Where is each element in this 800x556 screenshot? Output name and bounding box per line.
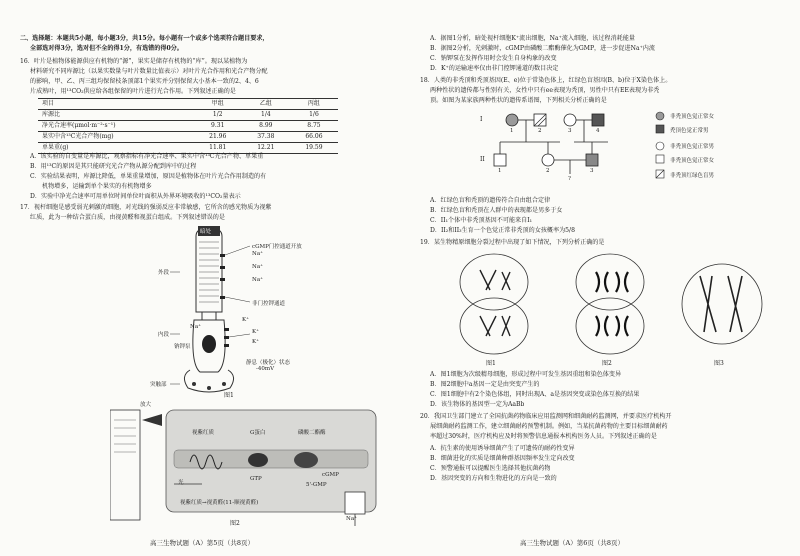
k-label: K⁺ — [252, 339, 260, 345]
table-header-row — [38, 99, 338, 110]
small-rod-cell — [110, 410, 140, 520]
inner-segment-label: 内段 — [158, 332, 170, 338]
table-cell: 库源比 — [38, 110, 194, 121]
q16-option-a: A．该实验的自变量是库源比，观察指标有净光合速率、果实中含¹³C光合产物、单果重 — [30, 153, 264, 160]
footer-left: 高三生物试题（A）第5页（共8页） — [150, 539, 254, 547]
g-protein-label: G蛋白 — [250, 430, 266, 436]
cell-figure-caption: 图1 — [486, 360, 496, 367]
q19-option-b: B．图2细胞中a基因一定是由突变产生的 — [430, 381, 540, 388]
q20-option-c: C．预警通报可以提醒医生选择其他抗菌药物 — [430, 465, 551, 472]
cell-division-diagram — [450, 250, 770, 368]
q16-option-b: B．用¹³C的原因是其只能研究光合产物从源分配到库中的过程 — [30, 163, 197, 170]
membrane-potential-label: -40mV — [256, 366, 275, 372]
right-column — [420, 0, 790, 556]
table-cell: 净光合速率(μmol·m⁻²·s⁻¹) — [38, 121, 194, 132]
rhodopsin-label: 视紫红质 — [192, 430, 215, 436]
pedigree-male-I4 — [592, 114, 604, 126]
synapse-label: 突触部 — [150, 382, 167, 388]
table-header: 乙组 — [242, 99, 290, 110]
generation-II-label: II — [480, 156, 485, 163]
k-label: K⁺ — [252, 329, 260, 335]
light-label: 光 — [178, 480, 184, 486]
table-cell: 1/4 — [242, 110, 290, 121]
generation-I-label: I — [480, 116, 483, 123]
gtp-label: GTP — [250, 476, 262, 482]
table-cell: 11.81 — [194, 143, 242, 154]
table-cell: 1/6 — [290, 110, 338, 121]
figure-1-caption: 图1 — [224, 392, 234, 399]
na-label: Na⁺ — [346, 516, 357, 522]
q16-option-d: D．实验中净光合速率可用单位时间单位叶面积从外界环境吸收的¹³CO₂量表示 — [30, 193, 241, 200]
q20-line: 展细菌耐药监测工作，建立细菌耐药预警机制。例如，当某抗菌药物的主要目标细菌耐药 — [430, 423, 668, 430]
q20-line: 20．我国卫生部门建立了全国抗菌药物临床应用监测网和细菌耐药监测网，并要求医疗机构开 — [420, 413, 672, 420]
q19-line: 19．某生物精原细胞分裂过程中出现了如下情况，下列分析正确的是 — [420, 239, 605, 246]
cell-figures — [450, 250, 770, 368]
table-cell: 1/2 — [194, 110, 242, 121]
retinal-label: 视紫红质→视黄醛(11-顺视黄醛) — [180, 500, 259, 506]
footer-right: 高三生物试题（A）第6页（共8页） — [520, 539, 624, 547]
cell-figure-1 — [460, 254, 528, 354]
table-header: 丙组 — [290, 99, 338, 110]
q20-option-d: D．基因突变的方向和生物进化的方向是一致的 — [430, 475, 557, 482]
figure-2-caption: 图2 — [230, 520, 240, 527]
q18-line: 顶。如图为某家族两种性状的遗传系谱图，下列相关分析正确的是 — [430, 97, 607, 104]
table-cell: 8.99 — [242, 121, 290, 132]
q19-option-a: A．图1细胞为次级精母细胞，形成过程中可发生基因重组和染色体变异 — [430, 371, 622, 378]
table-header: 甲组 — [194, 99, 242, 110]
cell-figure-caption: 图3 — [714, 360, 724, 367]
pedigree-female-II2 — [542, 154, 554, 166]
pump-label: 钠钾泵 — [174, 344, 191, 350]
pedigree-unknown: ? — [568, 176, 571, 182]
figure-1 — [150, 224, 380, 398]
resting-state-label: 静息（极化）状态 — [246, 360, 291, 366]
q18-option-d: D．II₂和II₃生育一个色觉正常非秃顶的女孩概率为5/8 — [430, 227, 575, 234]
cell-figure-2 — [576, 254, 644, 354]
q18-line: 18．人类的非秃顶和秃顶基因(E、e)位于常染色体上，红绿色盲基因(B、b)位于X染色体上。 — [420, 77, 672, 84]
pedigree-female-I1 — [506, 114, 518, 126]
figure-2 — [110, 400, 380, 530]
table-cell: 8.75 — [290, 121, 338, 132]
pedigree-chart — [480, 108, 780, 192]
na-label: Na⁺ — [252, 251, 263, 257]
table-cell: 9.31 — [194, 121, 242, 132]
pedigree-number: 2 — [538, 128, 542, 134]
outer-segment-label: 外段 — [158, 270, 170, 276]
table-row — [38, 132, 338, 143]
pedigree-female-I3 — [564, 114, 576, 126]
table-header: 项目 — [38, 99, 194, 110]
nucleus — [202, 335, 216, 353]
pedigree-number: 3 — [568, 128, 572, 134]
table-cell: 果实中含¹³C光合产物(mg) — [38, 132, 194, 143]
legend-item: 非秃顶色觉正常女 — [670, 158, 715, 164]
pedigree-number: 1 — [510, 128, 514, 134]
cgmp-label: cGMP — [322, 472, 339, 478]
q19-option-c: C．图1细胞中有2个染色体组，同时出现A、a是基因突变或染色体互换的结果 — [430, 391, 640, 398]
table-cell: 37.38 — [242, 132, 290, 143]
q17-option-b: B．据图2分析，光刺激时，cGMP由磷酸二酯酶催化为GMP，进一步促进Na⁺内流 — [430, 45, 655, 52]
pde-mark — [294, 452, 318, 468]
zoom-label: 放大 — [140, 402, 152, 408]
q17-line: 红质，此为一种结合蛋白质，由视黄醛和视蛋白组成。下列叙述错误的是 — [30, 214, 225, 221]
q17-option-d: D．K⁺的运输速率仅由非门控钾通道的数目决定 — [430, 65, 559, 72]
q16-line: 材料研究不同库源比（以果实数量与叶片数量比值表示）对叶片光合作用和光合产物分配 — [30, 68, 268, 75]
left-column — [20, 0, 390, 556]
outer-segment — [196, 228, 222, 312]
q18-option-a: A．红绿色盲和秃顶的遗传符合自由组合定律 — [430, 197, 551, 204]
dark-label: 暗处 — [200, 229, 212, 235]
pedigree-figure — [480, 108, 780, 192]
table-row — [38, 110, 338, 121]
pedigree-legend — [656, 112, 664, 178]
disc-stack — [199, 242, 219, 302]
q18-option-c: C．II₁个体中非秃顶基因不可能来自I₁ — [430, 217, 533, 224]
pedigree-male-II1 — [494, 154, 506, 166]
phototransduction-diagram — [110, 400, 380, 530]
legend-item: 秃顶色觉正常男 — [670, 128, 709, 134]
table-cell: 12.21 — [242, 143, 290, 154]
zoom-arrow — [142, 414, 162, 426]
na-label: Na⁺ — [190, 324, 201, 330]
nonchannel-label: 非门控钾通道 — [252, 301, 286, 307]
disc-membrane — [174, 450, 368, 468]
q20-line: 率超过30%时，医疗机构应及时将预警信息通报本机构医务人员。下列叙述正确的是 — [430, 433, 657, 440]
pedigree-number: 3 — [590, 168, 594, 174]
q19-option-d: D．该生物体的基因型一定为AaBb — [430, 401, 525, 408]
table-cell: 单果重(g) — [38, 143, 194, 154]
q18-option-b: B．红绿色盲和秃顶在人群中的表现都是男多于女 — [430, 207, 563, 214]
pump-marks — [224, 328, 229, 347]
q18-line: 两种性状的遗传都与性别有关，女性中只有ee表现为秃顶，男性中只有EE表现为非秃 — [430, 87, 660, 94]
q20-option-b: B．细菌进化的实质是细菌种群基因频率发生定向改变 — [430, 455, 575, 462]
q16-option-c-cont: 机物增多，运输到单个果实的有机物增多 — [42, 183, 152, 190]
table-cell: 19.59 — [290, 143, 338, 154]
k-label: K⁺ — [242, 317, 250, 323]
cell-figure-3 — [682, 264, 762, 344]
q16-option-c: C．实验结果表明，库源比降低，单果重量增加，原因是植物体在叶片光合作用制造的有 — [30, 173, 267, 180]
legend-item: 非秃顶色觉正常男 — [670, 144, 715, 150]
na-label: Na⁺ — [252, 277, 263, 283]
q17-option-a: A．据图1分析，暗处视杆细胞K⁺流出细胞，Na⁺流入细胞，该过程消耗能量 — [430, 35, 635, 42]
section-title: 二、选择题：本题共5小题，每小题3分，共15分。每小题有一个或多个选项符合题目要求， — [20, 35, 269, 42]
legend-item: 非秃顶色觉正常女 — [670, 114, 715, 120]
table-cell: 66.06 — [290, 132, 338, 143]
g-protein-mark — [248, 453, 268, 467]
table-cell: 21.96 — [194, 132, 242, 143]
cilium — [202, 312, 216, 320]
cgmp-channel-label: cGMP门控通道开放 — [252, 244, 302, 250]
na-label: Na⁺ — [252, 264, 263, 270]
q20-option-a: A．抗生素的使用诱导细菌产生了可遗传的耐药性变异 — [430, 445, 575, 452]
pedigree-number: 4 — [596, 128, 600, 134]
q16-line: 16．叶片是植物体能源供应有机物的“源”，果实是储存有机物的“库”。现以某植物为 — [20, 58, 248, 65]
q17-line: 17．视杆细胞是感受弱光刺激的细胞，对光线的强弱反应非常敏感，它所含的感光物质为视紫 — [20, 204, 272, 211]
legend-item: 非秃顶红绿色盲男 — [670, 173, 715, 179]
q17-option-c: C．钠钾泵在发挥作用时会发生自身构象的改变 — [430, 55, 557, 62]
q16-line: 片成熟叶，用¹³CO₂供应给各组保留的叶片进行光合作用。下列叙述正确的是 — [30, 88, 236, 95]
q16-line: 的影响，甲、乙、丙三组均保留枝条顶部1个果实并分别保留大小基本一致的2、4、6 — [30, 78, 259, 85]
q16-table — [38, 98, 338, 154]
pde-label: 磷酸二酯酶 — [298, 430, 326, 436]
table-row — [38, 121, 338, 132]
cell-figure-caption: 图2 — [602, 360, 612, 367]
gmp-label: 5'-GMP — [306, 482, 327, 488]
channel-mark — [345, 492, 365, 514]
pedigree-number: 2 — [546, 168, 550, 174]
pedigree-number: 1 — [498, 168, 502, 174]
section-line2: 全部选对得3分，选对但不全的得1分，有选错的得0分。 — [30, 45, 183, 52]
pedigree-male-II3 — [586, 154, 598, 166]
